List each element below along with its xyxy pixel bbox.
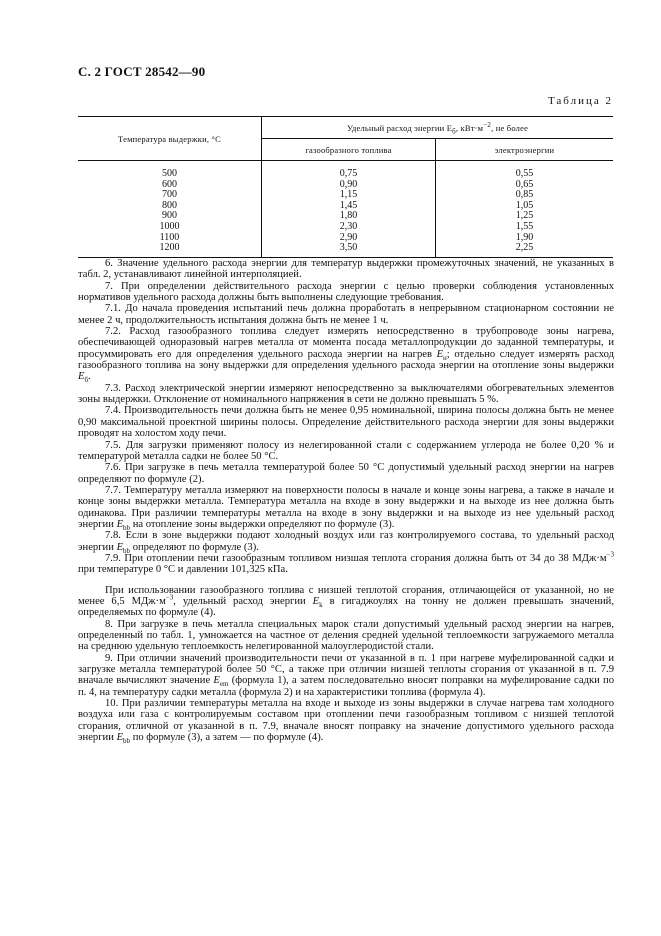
table-row: 1200 3,50 2,25 bbox=[78, 243, 613, 257]
paragraph-10: 10. При различии температуры металла на входе и выходе из зоны выдержки в случае нагрева там холодного воздуха или газа с контролируемым составом при отоплении печи газообразным топливом с низшей теплотой сгорания, отличной от указанной в п. 7.9, вначале вносят поправку на значение допустимого удельного расхода энергии $E_{bb}$ по формуле (3), а затем — по формуле (4). bbox=[78, 698, 614, 746]
paragraph-7-9-continued: При использовании газообразного топлива с низшей теплотой сгорания, отличающейся от указанной, но не менее 6,5 $МДж\cdot м^{-3}$, удельный расход энергии $E_k$ в гигаджоулях на тонну не должен превышать значений, определяемых по формуле (4). bbox=[78, 584, 614, 619]
table-row: 900 1,80 1,25 bbox=[78, 211, 613, 222]
paragraph-7: 7. При определении действительного расхода энергии с целью проверки соблюдения установленных нормативов удельного расхода должны быть выполнены следующие требования. bbox=[78, 280, 614, 304]
table-row: 1000 2,30 1,55 bbox=[78, 222, 613, 233]
paragraph-8: 8. При загрузке в печь металла специальных марок стали допустимый удельный расход энергии на нагрев, определенный по табл. 1, умножается на частное от деления средней удельной теплоемкости загружаемого металла на среднюю удельную теплоемкость нелегированной малоуглеродистой стали. bbox=[78, 618, 614, 653]
paragraph-7-8: 7.8. Если в зоне выдержки подают холодный воздух или газ контролируемого состава, то удельный расход энергии $E_{bb}$ определяют по формуле (3). bbox=[78, 530, 614, 555]
table-row: 700 1,15 0,85 bbox=[78, 190, 613, 201]
body-text bbox=[78, 258, 614, 746]
table-caption: Таблица 2 bbox=[547, 95, 613, 107]
page-header: С. 2 ГОСТ 28542—90 bbox=[78, 64, 206, 79]
paragraph-7-1: 7.1. До начала проведения испытаний печь должна проработать в непрерывном стационарном состоянии не менее 2 ч, продолжительность испытания должна быть не менее 1 ч. bbox=[78, 303, 614, 326]
paragraph-7-9: 7.9. При отоплении печи газообразным топливом низшая теплота сгорания должна быть от 34 до 38 $МДж\cdot м^{-3}$ при температуре 0 °С и давлении 101,325 кПа. bbox=[78, 550, 614, 576]
table-row: 500 0,75 0,55 bbox=[78, 161, 613, 180]
paragraph-6: 6. Значение удельного расхода энергии для температур выдержки промежуточных значений, не указанных в табл. 2, устанавливают линейной интерполяцией. bbox=[78, 258, 614, 281]
col-temperature-header: Температура выдержки, °С bbox=[78, 117, 262, 161]
paragraph-7-7: 7.7. Температуру металла измеряют на поверхности полосы в начале и конце зоны нагрева, а также в начале и конце зоны выдержки металла. Температура металла на входе в зону выдержки и на выходе из нее должна быть одинакова. При различии температуры металла на входе в зону выдержки и на выходе из нее удельный расход энергии $E_{bb}$ на отопление зоны выдержки определяют по формуле (3). bbox=[78, 484, 614, 533]
paragraph-7-5: 7.5. Для загрузки применяют полосу из нелегированной стали с содержанием углерода не более 0,20 % и температурой металла садки не более 50 °С. bbox=[78, 439, 614, 462]
table-row: 1100 2,90 1,90 bbox=[78, 233, 613, 244]
paragraph-7-2: 7.2. Расход газообразного топлива следует измерять непосредственно в трубопроводе зоны нагрева, обеспечивающей одноразовый нагрев металла от момента посада металлопродукции до заданной температуры, и просуммировать его для определения удельного расхода энергии на нагрев $E_н$; отдельно следует измерять расход газообразного топлива на зону выдержки для определения удельного расхода энергии на отопление зоны выдержки $E_б$. bbox=[78, 326, 614, 385]
paragraph-7-6: 7.6. При загрузке в печь металла температурой более 50 °С допустимый удельный расход энергии на нагрев определяют по формуле (2). bbox=[78, 462, 614, 485]
paragraph-7-4: 7.4. Производительность печи должна быть не менее 0,95 номинальной, ширина полосы должна быть не менее 0,90 максимальной проектной ширины полосы. Определение действительного расхода энергии для зоны выдержки проводят на холостом ходу печи. bbox=[78, 405, 614, 440]
paragraph-7-3: 7.3. Расход электрической энергии измеряют непосредственно за выключателями обогревательных элементов зоны выдержки. Отклонение от номинального напряжения в сети не должно превышать 5 %. bbox=[78, 382, 614, 406]
col-gas-header: газообразного топлива bbox=[262, 139, 436, 161]
col-electric-header: электроэнергии bbox=[436, 139, 614, 161]
paragraph-9: 9. При отличии значений производительности печи от указанной в п. 1 при нагреве муфелированной садки и загрузке металла температурой более 50 °С, а также при отличии низшей теплоты сгорания от указанной в п. 7.9 вначале вычисляют значение $E_{em}$ (формула 1), а затем последовательно вносят поправки на муфелирование садки по п. 4, на температуру садки металла (формула 2) и на характеристики топлива (формула 4). bbox=[78, 652, 614, 698]
energy-table bbox=[78, 116, 613, 258]
group-header: Удельный расход энергии $E_б$, $кВт\cdot м^{-2}$, не более bbox=[262, 117, 614, 139]
table-row: 800 1,45 1,05 bbox=[78, 201, 613, 212]
table-row: 600 0,90 0,65 bbox=[78, 180, 613, 191]
